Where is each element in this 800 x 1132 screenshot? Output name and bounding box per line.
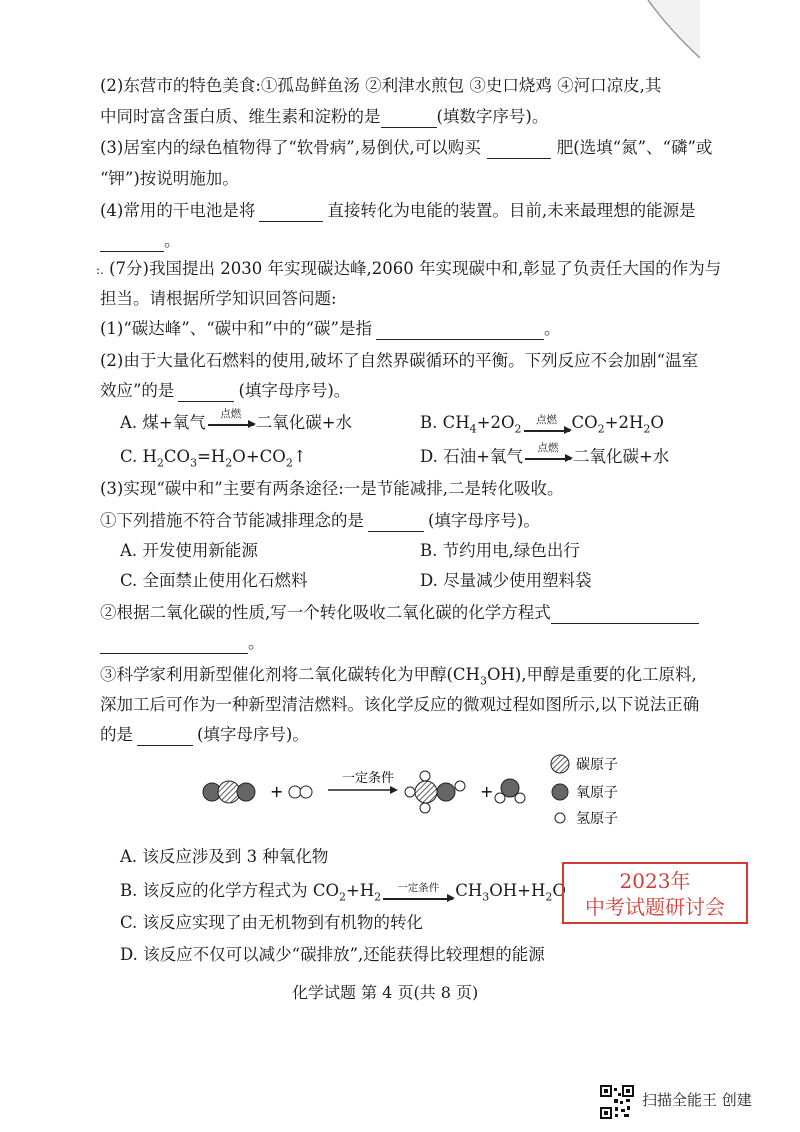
carbon-atom-icon bbox=[551, 755, 569, 773]
statement-c: C. 该反应实现了由无机物到有机物的转化 bbox=[120, 913, 424, 932]
diagram-condition: 一定条件 bbox=[342, 771, 395, 786]
measure-option-a: A. 开发使用新能源 bbox=[120, 541, 258, 560]
svg-text:+: + bbox=[480, 782, 494, 801]
q14-part1: (1)“碳达峰”、“碳中和”中的“碳”是指 。 bbox=[100, 319, 561, 338]
page-footer: 化学试题 第 4 页(共 8 页) bbox=[292, 983, 479, 1002]
q13-part2-line2 bbox=[100, 106, 548, 128]
q13-part3-text: (3)居室内的绿色植物得了“软骨病”,易倒伏,可以购买 bbox=[100, 138, 481, 157]
co2-molecule bbox=[203, 781, 255, 803]
scanner-watermark-label: 扫描全能王 创建 bbox=[642, 1091, 752, 1109]
q13-part4-line2: 。 bbox=[100, 230, 181, 252]
q14-part2-line2: 效应”的是 (填字母序号)。 bbox=[100, 381, 351, 400]
answer-blank[interactable] bbox=[381, 109, 437, 128]
measure-option-c: C. 全面禁止使用化石燃料 bbox=[120, 571, 308, 590]
oxygen-atom-icon bbox=[552, 784, 568, 800]
answer-blank[interactable] bbox=[259, 203, 323, 222]
q13-part3-line2: “钾”)按说明施加。 bbox=[100, 169, 239, 188]
reaction-arrow: 点燃 bbox=[208, 412, 254, 434]
plus-sign: + bbox=[270, 782, 284, 801]
answer-blank[interactable] bbox=[376, 321, 544, 340]
q14-stem-line1: :. (7分)我国提出 2030 年实现碳达峰,2060 年实现碳中和,彰显了负责任大国的作为与 bbox=[96, 259, 722, 278]
q14-part3-1: ①下列措施不符合节能减排理念的是 (填字母序号)。 bbox=[100, 511, 540, 530]
q13-part3-line1 bbox=[100, 137, 712, 159]
qr-code-icon bbox=[600, 1085, 634, 1119]
answer-blank[interactable] bbox=[487, 140, 551, 159]
q13-part3-options: 肥(选填“氮”、“磷”或 bbox=[556, 138, 713, 157]
answer-blank[interactable] bbox=[551, 605, 699, 624]
q13-part2-line1: (2)东营市的特色美食:①孤岛鲜鱼汤 ②利津水煎包 ③史口烧鸡 ④河口凉皮,其 bbox=[100, 76, 662, 95]
q13-part2-hint: (填数字序号)。 bbox=[436, 107, 549, 126]
page-corner-fold bbox=[640, 0, 700, 60]
svg-text:氧原子: 氧原子 bbox=[576, 785, 618, 801]
q13-part4-line1 bbox=[100, 200, 696, 222]
statement-d: D. 该反应不仅可以减少“碳排放”,还能获得比较理想的能源 bbox=[120, 945, 545, 964]
q14-option-c: C. $H_2CO_3=H_2O+CO_2↑$ bbox=[120, 447, 307, 470]
q14-option-a: A. 煤+氧气 点燃 二氧化碳+水 bbox=[120, 408, 353, 432]
h2-molecule bbox=[289, 786, 312, 798]
answer-blank[interactable] bbox=[100, 233, 164, 252]
svg-text:氢原子: 氢原子 bbox=[576, 811, 618, 827]
q14-part3-2-line1: ②根据二氧化碳的性质,写一个转化吸收二氧化碳的化学方程式 bbox=[100, 602, 699, 624]
diagram-legend bbox=[551, 755, 618, 827]
answer-blank[interactable] bbox=[100, 635, 248, 654]
q13-part4-text2: 直接转化为电能的装置。目前,未来最理想的能源是 bbox=[327, 201, 696, 220]
hydrogen-atom-icon bbox=[555, 813, 565, 823]
reaction-arrow: 一定条件 bbox=[383, 886, 453, 908]
q14-part3: (3)实现“碳中和”主要有两条途径:一是节能减排,二是转化吸收。 bbox=[100, 479, 564, 498]
statement-a: A. 该反应涉及到 3 种氧化物 bbox=[120, 847, 329, 866]
q14-part2-line1: (2)由于大量化石燃料的使用,破坏了自然界碳循环的平衡。下列反应不会加剧“温室 bbox=[100, 351, 699, 370]
answer-blank[interactable] bbox=[368, 513, 424, 532]
answer-blank[interactable] bbox=[137, 727, 193, 746]
measure-option-b: B. 节约用电,绿色出行 bbox=[420, 541, 580, 560]
q14-stem-line2: 担当。请根据所学知识回答问题: bbox=[100, 289, 337, 308]
statement-b: B. 该反应的化学方程式为 $CO_2+H_2$ 一定条件 $CH_3OH+H_2O$ bbox=[120, 880, 566, 908]
ch3oh-molecule bbox=[405, 771, 465, 813]
q14-part3-3-line1: ③科学家利用新型催化剂将二氧化碳转化为甲醇$(CH_3OH)$,甲醇是重要的化工原料, bbox=[100, 665, 697, 688]
q14-part3-3-line2: 深加工后可作为一种新型清洁燃料。该化学反应的微观过程如图所示,以下说法正确 bbox=[100, 695, 700, 714]
measure-option-d: D. 尽量减少使用塑料袋 bbox=[420, 571, 592, 590]
reaction-arrow: 点燃 bbox=[524, 418, 570, 440]
seminar-stamp: 2023年 中考试题研讨会 bbox=[562, 862, 748, 924]
q14-part3-2-line2: 。 bbox=[100, 632, 265, 654]
reaction-microscopic-diagram bbox=[190, 752, 750, 836]
answer-blank[interactable] bbox=[178, 383, 234, 402]
q14-option-b: B. $CH_4+2O_2$ 点燃 $CO_2+2H_2O$ bbox=[420, 412, 664, 440]
q13-part4-text: (4)常用的干电池是将 bbox=[100, 201, 256, 220]
svg-text:碳原子: 碳原子 bbox=[576, 757, 618, 773]
q14-part3-3-line3: 的是 (填字母序号)。 bbox=[100, 725, 309, 744]
reaction-arrow: 点燃 bbox=[525, 446, 571, 468]
q13-part2-text: 中同时富含蛋白质、维生素和淀粉的是 bbox=[100, 107, 381, 126]
h2o-molecule bbox=[495, 779, 525, 803]
q14-option-d: D. 石油+氧气 点燃 二氧化碳+水 bbox=[420, 442, 670, 466]
